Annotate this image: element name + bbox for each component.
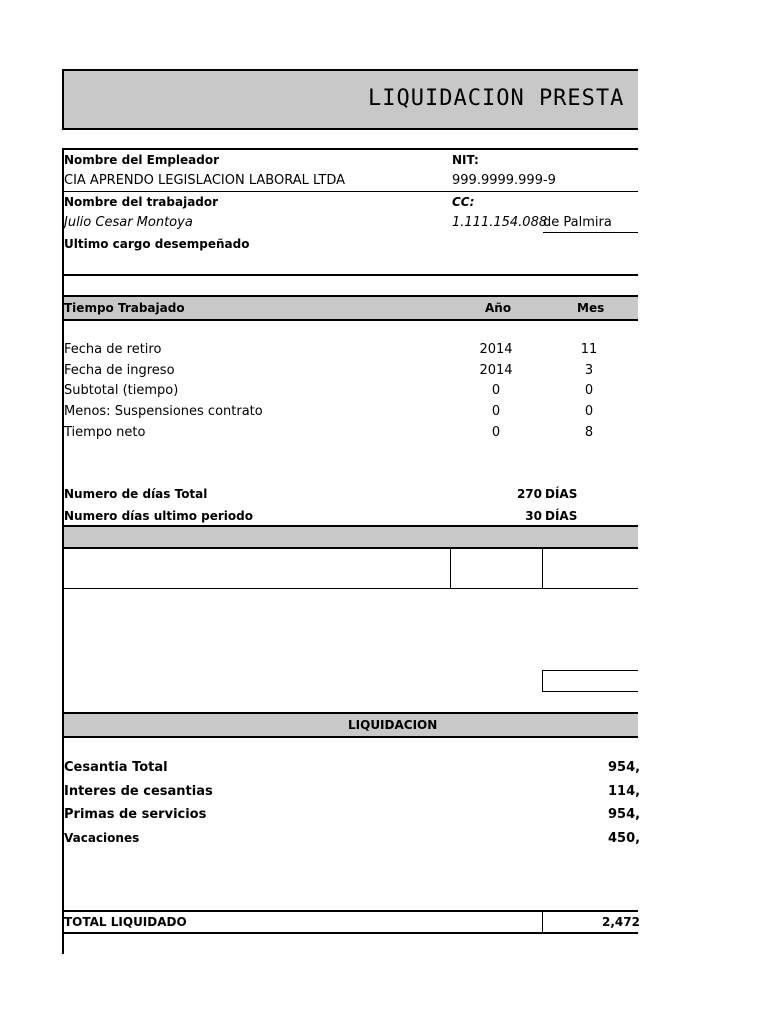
row-month: 0 [584, 383, 594, 398]
row-month: 3 [584, 363, 594, 378]
liquidation-item-label: Primas de servicios [64, 807, 207, 822]
nit-label: NIT: [452, 153, 479, 167]
liquidation-item-label: Cesantia Total [64, 760, 168, 775]
section-band [64, 527, 638, 547]
row-label: Fecha de retiro [64, 342, 162, 357]
liquidation-item-value: 954, [608, 807, 641, 822]
last-period-days-value: 30 [525, 509, 542, 523]
total-liquidated-label: TOTAL LIQUIDADO [64, 915, 187, 929]
liquidation-item-label: Vacaciones [64, 831, 140, 845]
row-year: 2014 [479, 363, 513, 378]
row-year: 2014 [479, 342, 513, 357]
liquidation-item-value: 114, [608, 784, 641, 799]
cc-value: 1.111.154.088 [452, 215, 548, 230]
last-role-label: Ultimo cargo desempeñado [64, 237, 250, 251]
row-year: 0 [491, 383, 501, 398]
worker-label: Nombre del trabajador [64, 195, 219, 209]
row-month: 8 [584, 425, 594, 440]
liquidation-item-value: 954, [608, 760, 641, 775]
employer-label: Nombre del Empleador [64, 153, 220, 167]
row-year: 0 [491, 425, 501, 440]
row-label: Tiempo neto [64, 425, 146, 440]
col-month-header: Mes [577, 301, 605, 315]
cc-city: de Palmira [543, 215, 612, 230]
row-label: Fecha de ingreso [64, 363, 175, 378]
row-label: Subtotal (tiempo) [64, 383, 179, 398]
row-month: 11 [580, 342, 598, 357]
row-year: 0 [491, 404, 501, 419]
total-liquidated-value: 2,472 [602, 915, 640, 929]
worker-name: Julio Cesar Montoya [64, 215, 193, 230]
liquidation-header: LIQUIDACION [348, 718, 438, 732]
last-period-days-unit: DÍAS [545, 509, 578, 523]
total-days-unit: DÍAS [545, 487, 578, 501]
liquidation-item-value: 450, [608, 831, 641, 846]
total-days-label: Numero de días Total [64, 487, 208, 501]
employer-name: CIA APRENDO LEGISLACION LABORAL LTDA [64, 173, 346, 188]
liquidation-item-label: Interes de cesantias [64, 784, 213, 799]
nit-value: 999.9999.999-9 [452, 173, 556, 188]
empty-cell-box [542, 670, 638, 692]
last-period-days-label: Numero días ultimo periodo [64, 509, 253, 523]
cc-label: CC: [452, 195, 475, 209]
row-label: Menos: Suspensiones contrato [64, 404, 263, 419]
page-title: LIQUIDACION PRESTA [368, 86, 625, 111]
col-year-header: Año [485, 301, 512, 315]
total-days-value: 270 [516, 487, 542, 501]
time-worked-header: Tiempo Trabajado [64, 301, 185, 315]
row-month: 0 [584, 404, 594, 419]
